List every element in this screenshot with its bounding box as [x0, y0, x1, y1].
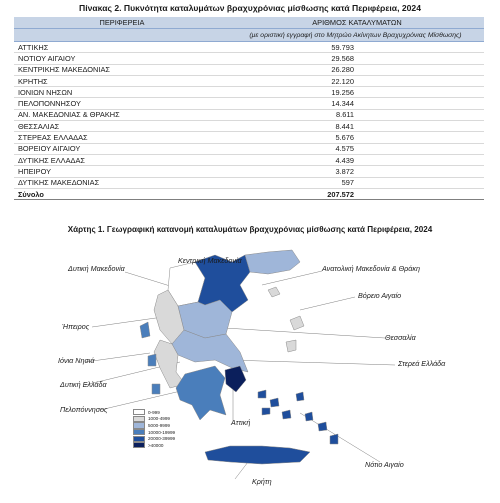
cell-count: 14.344 [227, 98, 484, 109]
legend-swatch [133, 442, 145, 448]
legend-label: 0-999 [148, 409, 160, 415]
legend-item [133, 416, 175, 423]
label-sterea: Στερεά Ελλάδα [398, 359, 446, 368]
cell-region: ΑΤΤΙΚΗΣ [14, 42, 227, 53]
region-voreio-island-1 [268, 287, 280, 297]
cell-region: ΒΟΡΕΙΟΥ ΑΙΓΑΙΟΥ [14, 143, 227, 154]
cell-count: 4.575 [227, 143, 484, 154]
legend-label: 20000-39999 [148, 436, 176, 442]
label-ionia: Ιόνια Νησιά [58, 356, 95, 365]
label-dytiki-makedonia: Δυτική Μακεδονία [68, 264, 125, 273]
label-attiki: Αττική [231, 418, 251, 427]
region-voreio-island-2 [290, 316, 304, 330]
leader-kriti [235, 462, 248, 479]
legend-label: 5000-9999 [148, 422, 170, 428]
label-anatoliki: Ανατολική Μακεδονία & Θράκη [322, 264, 420, 273]
leader-thessalia [225, 328, 385, 338]
cell-count: 3.872 [227, 166, 484, 177]
legend-item [133, 442, 175, 449]
legend-swatch [133, 422, 145, 428]
legend-label: 10000-19999 [148, 429, 176, 435]
region-voreio-island-3 [286, 340, 296, 352]
region-kriti [205, 446, 310, 464]
cell-region: ΣΤΕΡΕΑΣ ΕΛΛΑΔΑΣ [14, 132, 227, 143]
cell-count: 597 [227, 177, 484, 188]
header-count: ΑΡΙΘΜΟΣ ΚΑΤΑΛΥΜΑΤΩΝ [227, 17, 484, 29]
cell-region: ΚΡΗΤΗΣ [14, 75, 227, 86]
legend-item [133, 429, 175, 436]
cell-count: 59.793 [227, 42, 484, 53]
region-ionia-1 [140, 322, 150, 338]
region-peloponnisos [176, 366, 226, 420]
region-ionia-3 [152, 384, 160, 394]
leader-voreio [300, 297, 355, 310]
cell-count: 8.611 [227, 109, 484, 120]
total-label: Σύνολο [14, 188, 227, 199]
label-kriti: Κρήτη [252, 477, 272, 486]
cell-region: ΚΕΝΤΡΙΚΗΣ ΜΑΚΕΔΟΝΙΑΣ [14, 64, 227, 75]
label-notio-aigaio: Νότιο Αιγαίο [365, 460, 404, 469]
cell-region: ΑΝ. ΜΑΚΕΔΟΝΙΑΣ & ΘΡΑΚΗΣ [14, 109, 227, 120]
legend-label: 1000-4999 [148, 416, 170, 422]
cell-region: ΝΟΤΙΟΥ ΑΙΓΑΙΟΥ [14, 53, 227, 64]
map-legend [133, 409, 175, 449]
cell-count: 26.280 [227, 64, 484, 75]
header-region: ΠΕΡΙΦΕΡΕΙΑ [14, 17, 227, 29]
label-dytiki-ellada: Δυτική Ελλάδα [60, 380, 107, 389]
map-title: Χάρτης 1. Γεωγραφική κατανομή καταλυμάτων βραχυχρόνιας μίσθωσης κατά Περιφέρεια, 2024 [67, 225, 433, 234]
label-kentriki-makedonia: Κεντρική Μακεδονία [178, 256, 242, 265]
cell-count: 4.439 [227, 154, 484, 165]
legend-label: >40000 [148, 442, 164, 448]
cell-count: 19.256 [227, 87, 484, 98]
cell-count: 22.120 [227, 75, 484, 86]
label-voreio-aigaio: Βόρειο Αιγαίο [358, 291, 402, 300]
leader-peloponnisos [100, 390, 185, 410]
legend-swatch [133, 416, 145, 422]
cell-region: ΔΥΤΙΚΗΣ ΜΑΚΕΔΟΝΙΑΣ [14, 177, 227, 188]
leader-sterea [228, 360, 395, 365]
cell-count: 8.441 [227, 121, 484, 132]
legend-item [133, 422, 175, 429]
label-ipeiros: Ήπειρος [62, 322, 90, 331]
region-notio-aigaio [258, 390, 338, 444]
legend-item [133, 409, 175, 416]
legend-swatch [133, 429, 145, 435]
table-title: Πίνακας 2. Πυκνότητα καταλυμάτων βραχυχρόνιας μίσθωσης κατά Περιφέρεια, 2024 [79, 3, 421, 13]
header-count-note: (με οριστική εγγραφή στο Μητρώο Ακίνητων Βραχυχρόνιας Μίσθωσης) [227, 29, 484, 42]
total-count: 207.572 [227, 188, 484, 199]
region-anatoliki [245, 250, 300, 274]
cell-region: ΔΥΤΙΚΗΣ ΕΛΛΑΔΑΣ [14, 154, 227, 165]
region-ionia-2 [148, 354, 156, 366]
legend-item [133, 435, 175, 442]
label-thessalia: Θεσσαλία [385, 333, 416, 342]
cell-region: ΠΕΛΟΠΟΝΝΗΣΟΥ [14, 98, 227, 109]
cell-region: ΗΠΕΙΡΟΥ [14, 166, 227, 177]
cell-count: 5.676 [227, 132, 484, 143]
cell-region: ΙΟΝΙΩΝ ΝΗΣΩΝ [14, 87, 227, 98]
cell-region: ΘΕΣΣΑΛΙΑΣ [14, 121, 227, 132]
label-peloponnisos: Πελοπόννησος [60, 405, 108, 414]
cell-count: 29.568 [227, 53, 484, 64]
legend-swatch [133, 409, 145, 415]
legend-swatch [133, 436, 145, 442]
